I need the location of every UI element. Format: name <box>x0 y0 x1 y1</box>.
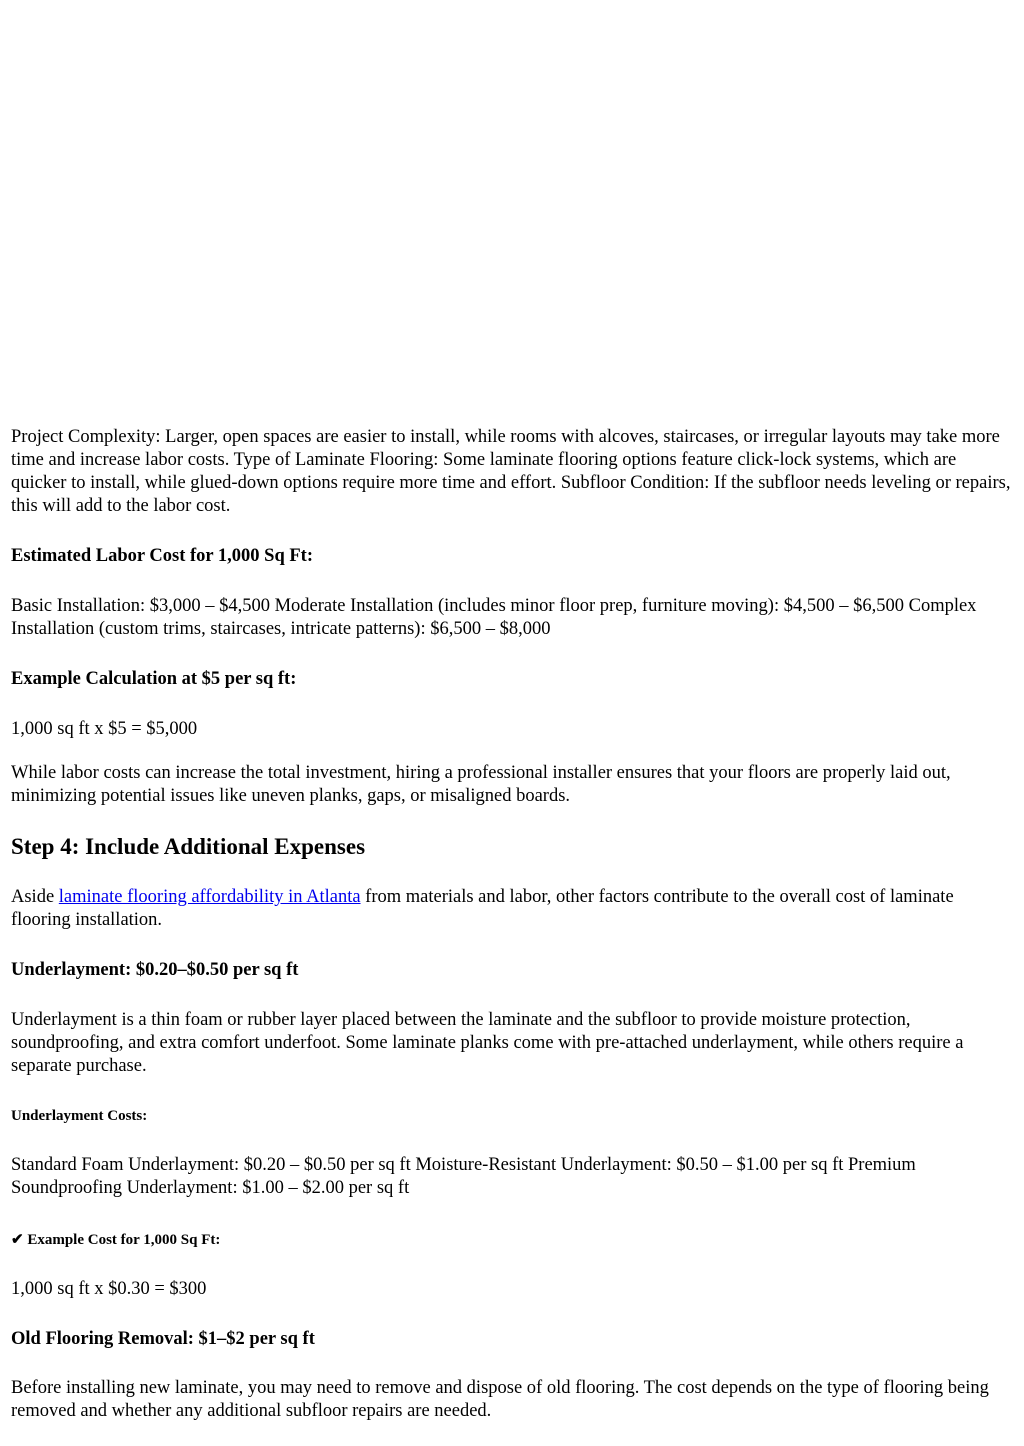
labor-estimate-heading: Estimated Labor Cost for 1,000 Sq Ft: <box>11 546 313 566</box>
underlayment-heading: Underlayment: $0.20–$0.50 per sq ft <box>11 960 299 980</box>
removal-heading: Old Flooring Removal: $1–$2 per sq ft <box>11 1329 315 1349</box>
aside-suffix: from materials and labor, other factors contribute to the overall cost of laminate flooring installation. <box>11 887 954 930</box>
aside-prefix: Aside <box>11 887 59 907</box>
example-cost-heading-text: Example Cost for 1,000 Sq Ft: <box>23 1232 221 1248</box>
underlayment-paragraph: Underlayment is a thin foam or rubber layer placed between the laminate and the subfloor to provide moisture protection, soundproofing, and extra comfort underfoot. Some laminate planks come with pre-attached underlayment, while others require a separate purchase. <box>11 1010 964 1076</box>
labor-ranges-paragraph: Basic Installation: $3,000 – $4,500 Moderate Installation (includes minor floor prep, furniture moving): $4,500 – $6,500 Complex Installation (custom trims, staircases, intricate patterns): $6,500 – $8,000 <box>11 596 977 639</box>
labor-note-paragraph: While labor costs can increase the total investment, hiring a professional installer ensures that your floors are properly laid out, minimizing potential issues like uneven planks, gaps, or misaligned boards. <box>11 763 951 806</box>
affordability-atlanta-link[interactable]: laminate flooring affordability in Atlanta <box>58 887 361 907</box>
aside-paragraph <box>11 886 1016 932</box>
example-cost-paragraph: 1,000 sq ft x $0.30 = $300 <box>11 1279 207 1299</box>
check-icon: ✔ <box>11 1232 24 1248</box>
removal-paragraph: Before installing new laminate, you may need to remove and dispose of old flooring. The cost depends on the type of flooring being removed and whether any additional subfloor repairs are needed. <box>11 1378 989 1421</box>
example-calculation-heading: Example Calculation at $5 per sq ft: <box>11 669 297 689</box>
article-body <box>11 426 1016 1423</box>
project-complexity-paragraph: Project Complexity: Larger, open spaces are easier to install, while rooms with alcoves, staircases, or irregular layouts may take more time and increase labor costs. Type of Laminate Flooring: Some laminate flooring options feature click-lock systems, which are quicker to install, while glued-down options require more time and effort. Subfloor Condition: If the subfloor needs leveling or repairs, this will add to the labor cost. <box>11 427 1011 516</box>
example-cost-heading <box>11 1230 1016 1250</box>
step4-heading: Step 4: Include Additional Expenses <box>11 834 366 859</box>
example-calculation-paragraph: 1,000 sq ft x $5 = $5,000 <box>11 719 198 739</box>
underlayment-costs-heading: Underlayment Costs: <box>11 1108 148 1124</box>
underlayment-costs-paragraph: Standard Foam Underlayment: $0.20 – $0.50 per sq ft Moisture-Resistant Underlayment: $0.50 – $1.00 per sq ft Premium Soundproofing Underlayment: $1.00 – $2.00 per sq ft <box>11 1155 916 1198</box>
